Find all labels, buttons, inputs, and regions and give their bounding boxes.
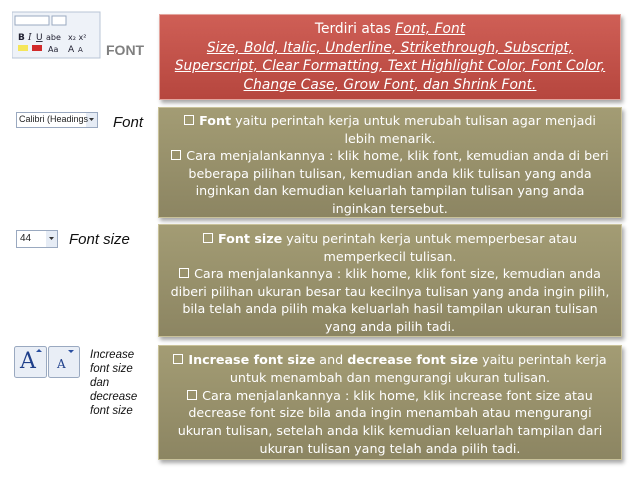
font-toolbar-icon (12, 10, 102, 60)
checkbox-bullet-icon (184, 115, 194, 125)
svg-text:U: U (36, 33, 43, 43)
svg-text:I: I (28, 33, 32, 43)
row-label-font-size: Font size (69, 231, 130, 248)
font-size-term: Font size (217, 231, 283, 246)
header-panel (159, 14, 621, 100)
decrease-term: decrease font size (347, 352, 479, 367)
row-label-grow-shrink: Increase font size dan decrease font size (90, 349, 138, 417)
svg-text:B: B (18, 33, 25, 43)
font-steps: Cara menjalankannya : klik home, klik font, kemudian anda di beri beberapa pilihan tulisan, kemudian anda klik tulisan yang anda inginkan dan kemudian keluarlah tampilan tulisan yang anda inginkan tersebut. (186, 148, 609, 216)
grow-shrink-definition: yaitu perintah kerja untuk menambah dan mengurangi ukuran tulisan. (229, 352, 607, 385)
checkbox-bullet-icon (179, 268, 189, 278)
svg-text:A: A (78, 46, 83, 54)
title-items: Size, Bold, Italic, Underline, Strikethrough, Subscript, Superscript, Clear Formatting, Text Highlight Color, Font Color, Change Case, Grow Font, dan Shrink Font. (174, 39, 606, 93)
grow-shrink-panel (158, 345, 622, 460)
increase-term: Increase font size (188, 352, 316, 367)
grow-shrink-steps: Cara menjalankannya : klik home, klik increase font size atau decrease font size bila anda ingin menambah atau mengurangi ukuran tulisan, setelah anda klik kemudian keluarlah tampilan dari ukuran tulisan yang telah anda pilih tadi. (177, 387, 603, 456)
shrink-font-icon[interactable]: A (57, 357, 66, 371)
font-definition: yaitu perintah kerja untuk merubah tulisan agar menjadi lebih menarik. (231, 113, 596, 146)
svg-text:x₂ x²: x₂ x² (68, 33, 87, 42)
font-term: Font (199, 113, 232, 128)
checkbox-bullet-icon (203, 233, 213, 243)
font-panel (158, 107, 622, 218)
grow-shrink-font-buttons[interactable] (14, 346, 80, 378)
checkbox-bullet-icon (187, 390, 197, 400)
font-name-dropdown[interactable] (16, 112, 98, 128)
font-size-definition: yaitu perintah kerja untuk memperbesar atau memperkecil tulisan. (282, 231, 578, 264)
grow-font-icon[interactable]: A (20, 349, 36, 374)
checkbox-bullet-icon (173, 354, 183, 364)
checkbox-bullet-icon (171, 150, 181, 160)
font-size-panel (158, 224, 622, 337)
font-size-dropdown[interactable] (16, 230, 58, 248)
svg-text:abe: abe (46, 33, 61, 42)
svg-text:A: A (68, 45, 75, 55)
and-text: and (315, 352, 348, 367)
row-label-font-header: FONT (106, 42, 145, 58)
title-prefix: Terdiri atas (314, 21, 396, 37)
font-size-steps: Cara menjalankannya : klik home, klik font size, kemudian anda diberi pilihan ukuran besar tau kecilnya tulisan yang anda ingin pilih, bila telah anda pilih maka keluarlah hasil tampilan ukuran tulisan yang anda pilih tadi. (170, 266, 610, 334)
svg-text:Aa: Aa (48, 45, 59, 54)
title-first: Font, Font (395, 21, 466, 37)
font-size-value: 44 (20, 233, 32, 244)
row-label-font: Font (113, 114, 144, 131)
font-name-value: Calibri (Headings (19, 114, 89, 124)
